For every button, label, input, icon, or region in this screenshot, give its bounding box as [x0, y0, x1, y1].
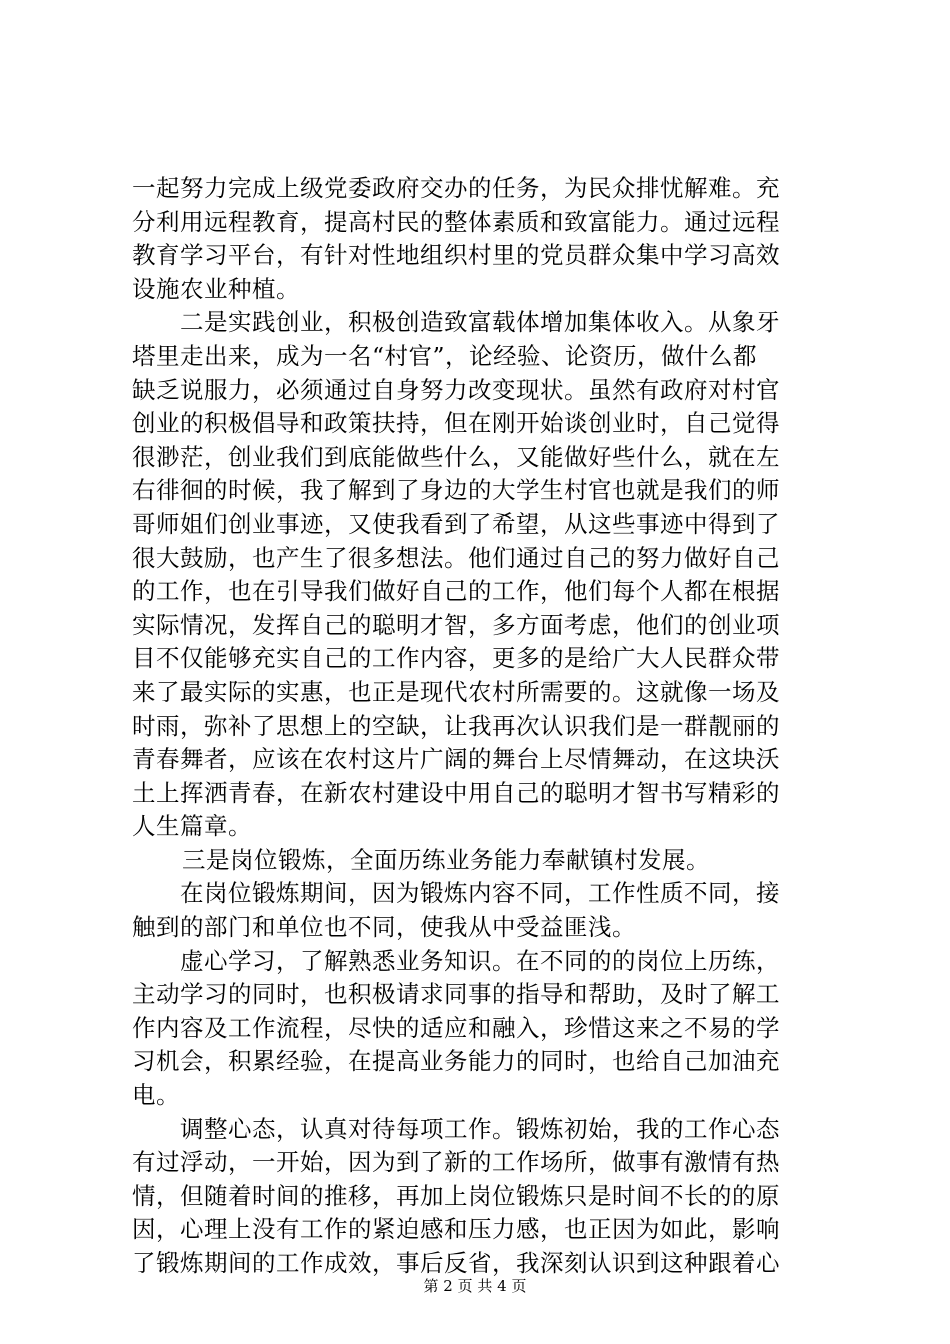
text-line: 青春舞者，应该在农村这片广阔的舞台上尽情舞动，在这块沃 — [132, 745, 780, 774]
paragraph-start-line: 二是实践创业，积极创造致富载体增加集体收入。从象牙 — [180, 308, 780, 337]
text-line: 的工作，也在引导我们做好自己的工作，他们每个人都在根据 — [132, 577, 780, 606]
paragraph-start-line: 虚心学习，了解熟悉业务知识。在不同的的岗位上历练， — [180, 946, 780, 975]
text-line: 设施农业种植。 — [132, 274, 300, 303]
text-line: 了锻炼期间的工作成效，事后反省，我深刻认识到这种跟着心 — [132, 1249, 780, 1277]
page-number-label: 第 2 页 共 4 页 — [423, 1277, 527, 1295]
text-line: 人生篇章。 — [132, 812, 252, 841]
text-line: 目不仅能够充实自己的工作内容，更多的是给广大人民群众带 — [132, 644, 780, 673]
text-line: 教育学习平台，有针对性地组织村里的党员群众集中学习高效 — [132, 241, 780, 270]
text-line: 因，心理上没有工作的紧迫感和压力感，也正因为如此，影响 — [132, 1215, 780, 1244]
text-line: 实际情况，发挥自己的聪明才智，多方面考虑，他们的创业项 — [132, 610, 780, 639]
page-footer — [0, 1275, 950, 1296]
text-line: 有过浮动，一开始，因为到了新的工作场所，做事有激情有热 — [132, 1148, 780, 1177]
text-line: 创业的积极倡导和政策扶持，但在刚开始谈创业时，自己觉得 — [132, 409, 780, 438]
text-line: 土上挥洒青春，在新农村建设中用自己的聪明才智书写精彩的 — [132, 778, 780, 807]
text-line: 一起努力完成上级党委政府交办的任务，为民众排忧解难。充 — [132, 174, 780, 202]
paragraph-start-line: 在岗位锻炼期间，因为锻炼内容不同，工作性质不同，接 — [180, 879, 780, 908]
text-line: 缺乏说服力，必须通过自身努力改变现状。虽然有政府对村官 — [132, 375, 780, 404]
text-line: 分利用远程教育，提高村民的整体素质和致富能力。通过远程 — [132, 207, 780, 236]
text-line: 电。 — [132, 1081, 180, 1110]
text-line: 情，但随着时间的推移，再加上岗位锻炼只是时间不长的的原 — [132, 1181, 780, 1210]
body-text — [132, 172, 827, 1281]
section-heading-line: 三是岗位锻炼，全面历练业务能力奉献镇村发展。 — [182, 845, 710, 874]
text-line: 很渺茫，创业我们到底能做些什么，又能做好些什么，就在左 — [132, 442, 780, 471]
text-line: 习机会，积累经验，在提高业务能力的同时，也给自己加油充 — [132, 1047, 780, 1076]
text-line: 来了最实际的实惠，也正是现代农村所需要的。这就像一场及 — [132, 677, 780, 706]
text-line: 哥师姐们创业事迹，又使我看到了希望，从这些事迹中得到了 — [132, 509, 780, 538]
paragraph-start-line: 调整心态，认真对待每项工作。锻炼初始，我的工作心态 — [180, 1114, 780, 1143]
text-line: 主动学习的同时，也积极请求同事的指导和帮助，及时了解工 — [132, 980, 780, 1009]
text-line: 塔里走出来，成为一名“村官”，论经验、论资历，做什么都 — [132, 341, 758, 370]
text-line: 作内容及工作流程，尽快的适应和融入，珍惜这来之不易的学 — [132, 1013, 780, 1042]
text-line: 时雨，弥补了思想上的空缺，让我再次认识我们是一群靓丽的 — [132, 711, 780, 740]
text-line: 很大鼓励，也产生了很多想法。他们通过自己的努力做好自己 — [132, 543, 780, 572]
text-line: 触到的部门和单位也不同，使我从中受益匪浅。 — [132, 913, 636, 942]
text-line: 右徘徊的时候，我了解到了身边的大学生村官也就是我们的师 — [132, 476, 780, 505]
